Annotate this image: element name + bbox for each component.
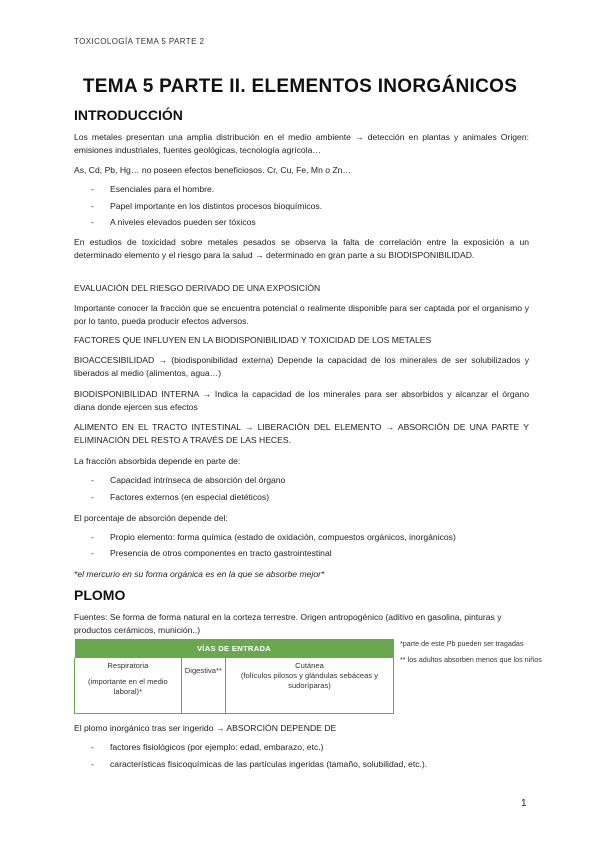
subheading-factores: FACTORES QUE INFLUYEN EN LA BIODISPONIBILIDAD Y TOXICIDAD DE LOS METALES bbox=[74, 335, 432, 345]
mercury-note: *el mercurio en su forma orgánica es en la que se absorbe mejor* bbox=[74, 569, 325, 579]
route-cutaneous: Cutánea (folículos pilosos y glándulas sebáceas y sudoríparas) bbox=[225, 658, 393, 714]
intro-paragraph-1: Los metales presentan una amplia distribución en el medio ambiente → detección en plantas y animales Origen: emisiones industriales, fuentes geológicas, tecnología agrícola… bbox=[74, 132, 529, 155]
page-header: TOXICOLOGÍA TEMA 5 PARTE 2 bbox=[74, 37, 205, 46]
intro-paragraph-5: BIOACCESIBILIDAD → (biodisponibilidad externa) Depende la capacidad de los minerales de ser solubilizados y liberados al medio (alimentos, agua…) bbox=[74, 355, 529, 378]
intro-paragraph-2: As, Cd, Pb, Hg… no poseen efectos beneficiosos. Cr, Cu, Fe, Mn o Zn… bbox=[74, 165, 352, 175]
bullet-item: - Propio elemento: forma química (estado de oxidación, compuestos orgánicos, inorgánicos) bbox=[91, 532, 456, 542]
bullet-item: - Capacidad intrínseca de absorción del órgano bbox=[91, 475, 286, 485]
route-digestive: Digestiva** bbox=[181, 658, 225, 714]
intro-paragraph-9: El porcentaje de absorción depende del: bbox=[74, 513, 228, 523]
intro-paragraph-7: ALIMENTO EN EL TRACTO INTESTINAL → LIBERACIÓN DEL ELEMENTO → ABSORCIÓN DE UNA PARTE Y ELIMINACIÓN DEL RESTO A TRAVÉS DE LAS HECES. bbox=[74, 422, 529, 445]
intro-paragraph-8: La fracción absorbida depende en parte de: bbox=[74, 456, 241, 466]
plomo-heading: PLOMO bbox=[74, 587, 126, 603]
bullet-item: - Factores externos (en especial dietéticos) bbox=[91, 492, 270, 502]
bullet-item: - características fisicoquímicas de las partículas ingeridas (tamaño, solubilidad, etc.). bbox=[91, 759, 428, 769]
subheading-evaluacion: EVALUACIÓN DEL RIESGO DERIVADO DE UNA EXPOSICIÓN bbox=[74, 283, 321, 293]
route-respiratory: Respiratoria (importante en el medio laboral)* bbox=[75, 658, 182, 714]
intro-paragraph-4: Importante conocer la fracción que se encuentra potencial o realmente disponible para ser captada por el organismo y por lo tanto, pueda producir efectos adversos. bbox=[74, 303, 529, 326]
page-number: 1 bbox=[521, 798, 527, 809]
intro-paragraph-6: BIODISPONIBILIDAD INTERNA → Indica la capacidad de los minerales para ser absorbidos y alcanzar el órgano diana donde ejercen sus efectos bbox=[74, 389, 529, 412]
routes-table bbox=[74, 639, 394, 714]
routes-table-header: VÍAS DE ENTRADA bbox=[75, 639, 394, 658]
table-footnote-1: *parte de este Pb pueden ser tragadas bbox=[400, 639, 524, 648]
bullet-item: - Papel importante en los distintos procesos bioquímicos. bbox=[91, 201, 323, 211]
document-title: TEMA 5 PARTE II. ELEMENTOS INORGÁNICOS bbox=[82, 76, 518, 97]
bullet-item: - Esenciales para el hombre. bbox=[91, 184, 215, 194]
table-footnote-2: ** los adultos absorben menos que los niños bbox=[400, 655, 542, 664]
bullet-item: - Presencia de otros componentes en tracto gastrointestinal bbox=[91, 548, 332, 558]
bullet-item: - A niveles elevados pueden ser tóxicos bbox=[91, 217, 256, 227]
plomo-paragraph-1: Fuentes: Se forma de forma natural en la corteza terrestre. Origen antropogénico (aditivo en gasolina, pinturas y productos cerámicos, munición..) bbox=[74, 612, 502, 635]
bullet-item: - factores fisiológicos (por ejemplo: edad, embarazo, etc.) bbox=[91, 742, 324, 752]
plomo-paragraph-2: El plomo inorgánico tras ser ingerido → ABSORCIÓN DEPENDE DE bbox=[74, 723, 337, 733]
intro-heading: INTRODUCCIÓN bbox=[74, 107, 183, 123]
intro-paragraph-3: En estudios de toxicidad sobre metales pesados se observa la falta de correlación entre la exposición a un determinado elemento y el riesgo para la salud → determinado en gran parte a su BIODISPONIBILIDAD. bbox=[74, 237, 529, 260]
